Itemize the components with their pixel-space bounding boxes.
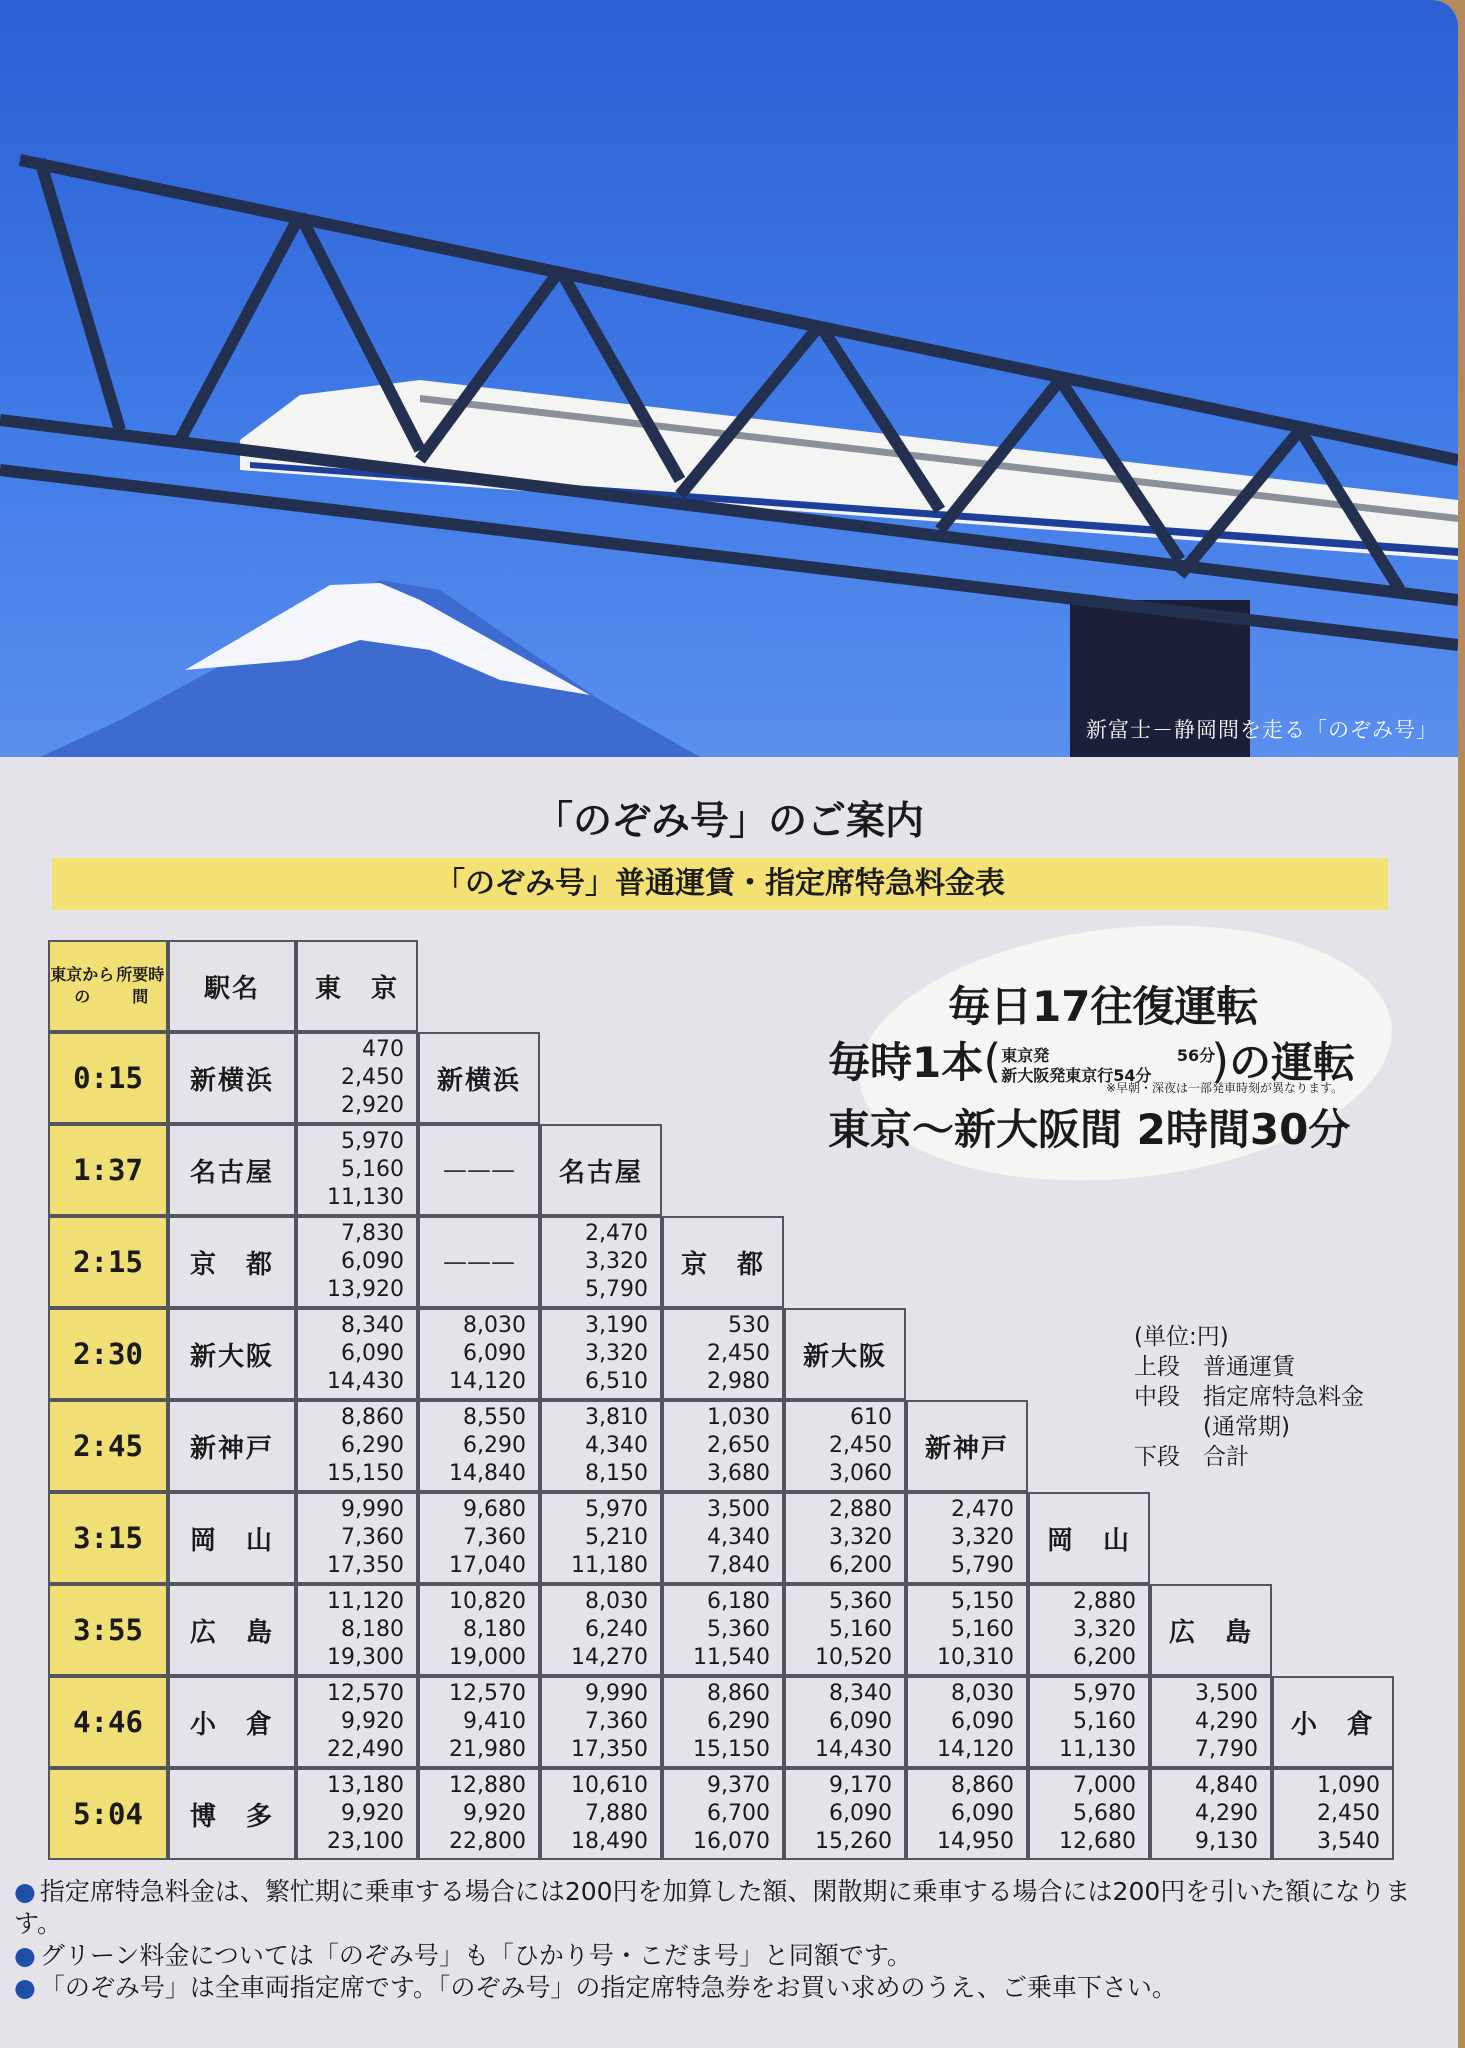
fare-cell: 3,500 4,290 7,790 [1150, 1676, 1272, 1768]
diagonal-station: 新大阪 [784, 1308, 906, 1400]
fare-cell: 4,840 4,290 9,130 [1150, 1768, 1272, 1860]
fare-cell: 9,990 7,360 17,350 [540, 1676, 662, 1768]
fare-cell: 5,360 5,160 10,520 [784, 1584, 906, 1676]
footnotes [14, 1876, 1434, 2004]
fare-cell: 2,470 3,320 5,790 [906, 1492, 1028, 1584]
fare-cell: 8,860 6,290 15,150 [296, 1400, 418, 1492]
travel-time: 2:30 [48, 1308, 168, 1400]
fare-cell: 1,030 2,650 3,680 [662, 1400, 784, 1492]
departure-tokyo: 東京発 [1001, 1045, 1050, 1065]
fare-cell: 3,810 4,340 8,150 [540, 1400, 662, 1492]
fare-cell: 8,030 6,090 14,120 [906, 1676, 1028, 1768]
station-name: 新横浜 [168, 1032, 296, 1124]
departure-tokyo-minute: 56分 [1176, 1045, 1216, 1065]
station-name: 小 倉 [168, 1676, 296, 1768]
fare-cell: 8,550 6,290 14,840 [418, 1400, 540, 1492]
frequency-note: ※早朝・深夜は一部発車時刻が異なります。 [1106, 1081, 1344, 1095]
fare-cell: 530 2,450 2,980 [662, 1308, 784, 1400]
fare-cell: 5,970 5,210 11,180 [540, 1492, 662, 1584]
fare-cell: 2,880 3,320 6,200 [1028, 1584, 1150, 1676]
page-title: 「のぞみ号」のご案内 [533, 799, 924, 844]
fare-cell: 6,180 5,360 11,540 [662, 1584, 784, 1676]
fare-unavailable: ——— [418, 1124, 540, 1216]
travel-time: 1:37 [48, 1124, 168, 1216]
fare-cell: 12,880 9,920 22,800 [418, 1768, 540, 1860]
station-name: 新神戸 [168, 1400, 296, 1492]
diagonal-station: 新横浜 [418, 1032, 540, 1124]
legend-unit: (単位:円) [1134, 1324, 1229, 1350]
fare-cell: 3,500 4,340 7,840 [662, 1492, 784, 1584]
fare-cell: 8,860 6,290 15,150 [662, 1676, 784, 1768]
fare-cell: 2,880 3,320 6,200 [784, 1492, 906, 1584]
departure-shin-osaka: 新大阪発東京行54分 [1001, 1065, 1152, 1085]
fare-cell: 1,090 2,450 3,540 [1272, 1768, 1394, 1860]
legend-middle: 中段 指定席特急料金 [1134, 1384, 1364, 1410]
fare-cell: 7,000 5,680 12,680 [1028, 1768, 1150, 1860]
fare-cell: 5,150 5,160 10,310 [906, 1584, 1028, 1676]
travel-time: 2:45 [48, 1400, 168, 1492]
bullet-icon: ● [14, 1877, 36, 1906]
fare-cell: 8,030 6,090 14,120 [418, 1308, 540, 1400]
fare-cell: 3,190 3,320 6,510 [540, 1308, 662, 1400]
hourly-frequency: 毎時1本(東京発 56分 新大阪発東京行54分 )の運転 [828, 1034, 1356, 1088]
legend-upper: 上段 普通運賃 [1134, 1354, 1295, 1380]
station-name: 新大阪 [168, 1308, 296, 1400]
diagonal-station: 名古屋 [540, 1124, 662, 1216]
travel-time: 4:46 [48, 1676, 168, 1768]
fare-cell: 9,370 6,700 16,070 [662, 1768, 784, 1860]
fare-cell: 10,610 7,880 18,490 [540, 1768, 662, 1860]
footnote: ● 「のぞみ号」は全車両指定席です。「のぞみ号」の指定席特急券をお買い求めのうえ、ご乗車下さい。 [14, 1973, 1177, 2002]
header-travel-time: 東京からの 所要時間 [48, 940, 168, 1032]
fare-unavailable: ——— [418, 1216, 540, 1308]
fare-cell: 5,970 5,160 11,130 [296, 1124, 418, 1216]
bullet-icon: ● [14, 1941, 36, 1970]
fare-cell: 470 2,450 2,920 [296, 1032, 418, 1124]
diagonal-station: 京 都 [662, 1216, 784, 1308]
fare-cell: 8,030 6,240 14,270 [540, 1584, 662, 1676]
footnote: ● 指定席特急料金は、繁忙期に乗車する場合には200円を加算した額、閑散期に乗車する場合には200円を引いた額になります。 [14, 1877, 1411, 1938]
fare-cell: 8,340 6,090 14,430 [296, 1308, 418, 1400]
fare-cell: 9,170 6,090 15,260 [784, 1768, 906, 1860]
fare-cell: 12,570 9,410 21,980 [418, 1676, 540, 1768]
travel-time: 3:55 [48, 1584, 168, 1676]
fare-cell: 8,340 6,090 14,430 [784, 1676, 906, 1768]
legend-middle-sub: (通常期) [1134, 1414, 1290, 1440]
fare-cell: 10,820 8,180 19,000 [418, 1584, 540, 1676]
fare-cell: 11,120 8,180 19,300 [296, 1584, 418, 1676]
station-name: 京 都 [168, 1216, 296, 1308]
station-name: 岡 山 [168, 1492, 296, 1584]
fare-table-title: 「のぞみ号」普通運賃・指定席特急料金表 [52, 858, 1388, 910]
diagonal-station: 小 倉 [1272, 1676, 1394, 1768]
fare-cell: 2,470 3,320 5,790 [540, 1216, 662, 1308]
footnote: ● グリーン料金については「のぞみ号」も「ひかり号・こだま号」と同額です。 [14, 1941, 912, 1970]
fare-cell: 12,570 9,920 22,490 [296, 1676, 418, 1768]
header-station: 駅名 [168, 940, 296, 1032]
travel-time: 5:04 [48, 1768, 168, 1860]
fare-cell: 9,990 7,360 17,350 [296, 1492, 418, 1584]
station-name: 名古屋 [168, 1124, 296, 1216]
fare-cell: 9,680 7,360 17,040 [418, 1492, 540, 1584]
fare-cell: 13,180 9,920 23,100 [296, 1768, 418, 1860]
travel-time: 3:15 [48, 1492, 168, 1584]
travel-time: 2:15 [48, 1216, 168, 1308]
hourly-prefix: 毎時1本 [828, 1038, 984, 1087]
fare-cell: 7,830 6,090 13,920 [296, 1216, 418, 1308]
daily-frequency: 毎日17往復運転 [948, 982, 1259, 1031]
photo-caption: 新富士－静岡間を走る「のぞみ号」 [1086, 718, 1438, 742]
fare-cell: 610 2,450 3,060 [784, 1400, 906, 1492]
diagonal-station: 新神戸 [906, 1400, 1028, 1492]
fare-cell: 8,860 6,090 14,950 [906, 1768, 1028, 1860]
fare-cell: 5,970 5,160 11,130 [1028, 1676, 1150, 1768]
diagonal-station: 岡 山 [1028, 1492, 1150, 1584]
travel-time: 0:15 [48, 1032, 168, 1124]
travel-time-summary: 東京～新大阪間 2時間30分 [828, 1105, 1351, 1154]
legend-lower: 下段 合計 [1134, 1444, 1249, 1470]
hourly-suffix: の運転 [1229, 1038, 1356, 1087]
diagonal-station: 東 京 [296, 940, 418, 1032]
station-name: 博 多 [168, 1768, 296, 1860]
diagonal-station: 広 島 [1150, 1584, 1272, 1676]
bullet-icon: ● [14, 1973, 36, 2002]
station-name: 広 島 [168, 1584, 296, 1676]
